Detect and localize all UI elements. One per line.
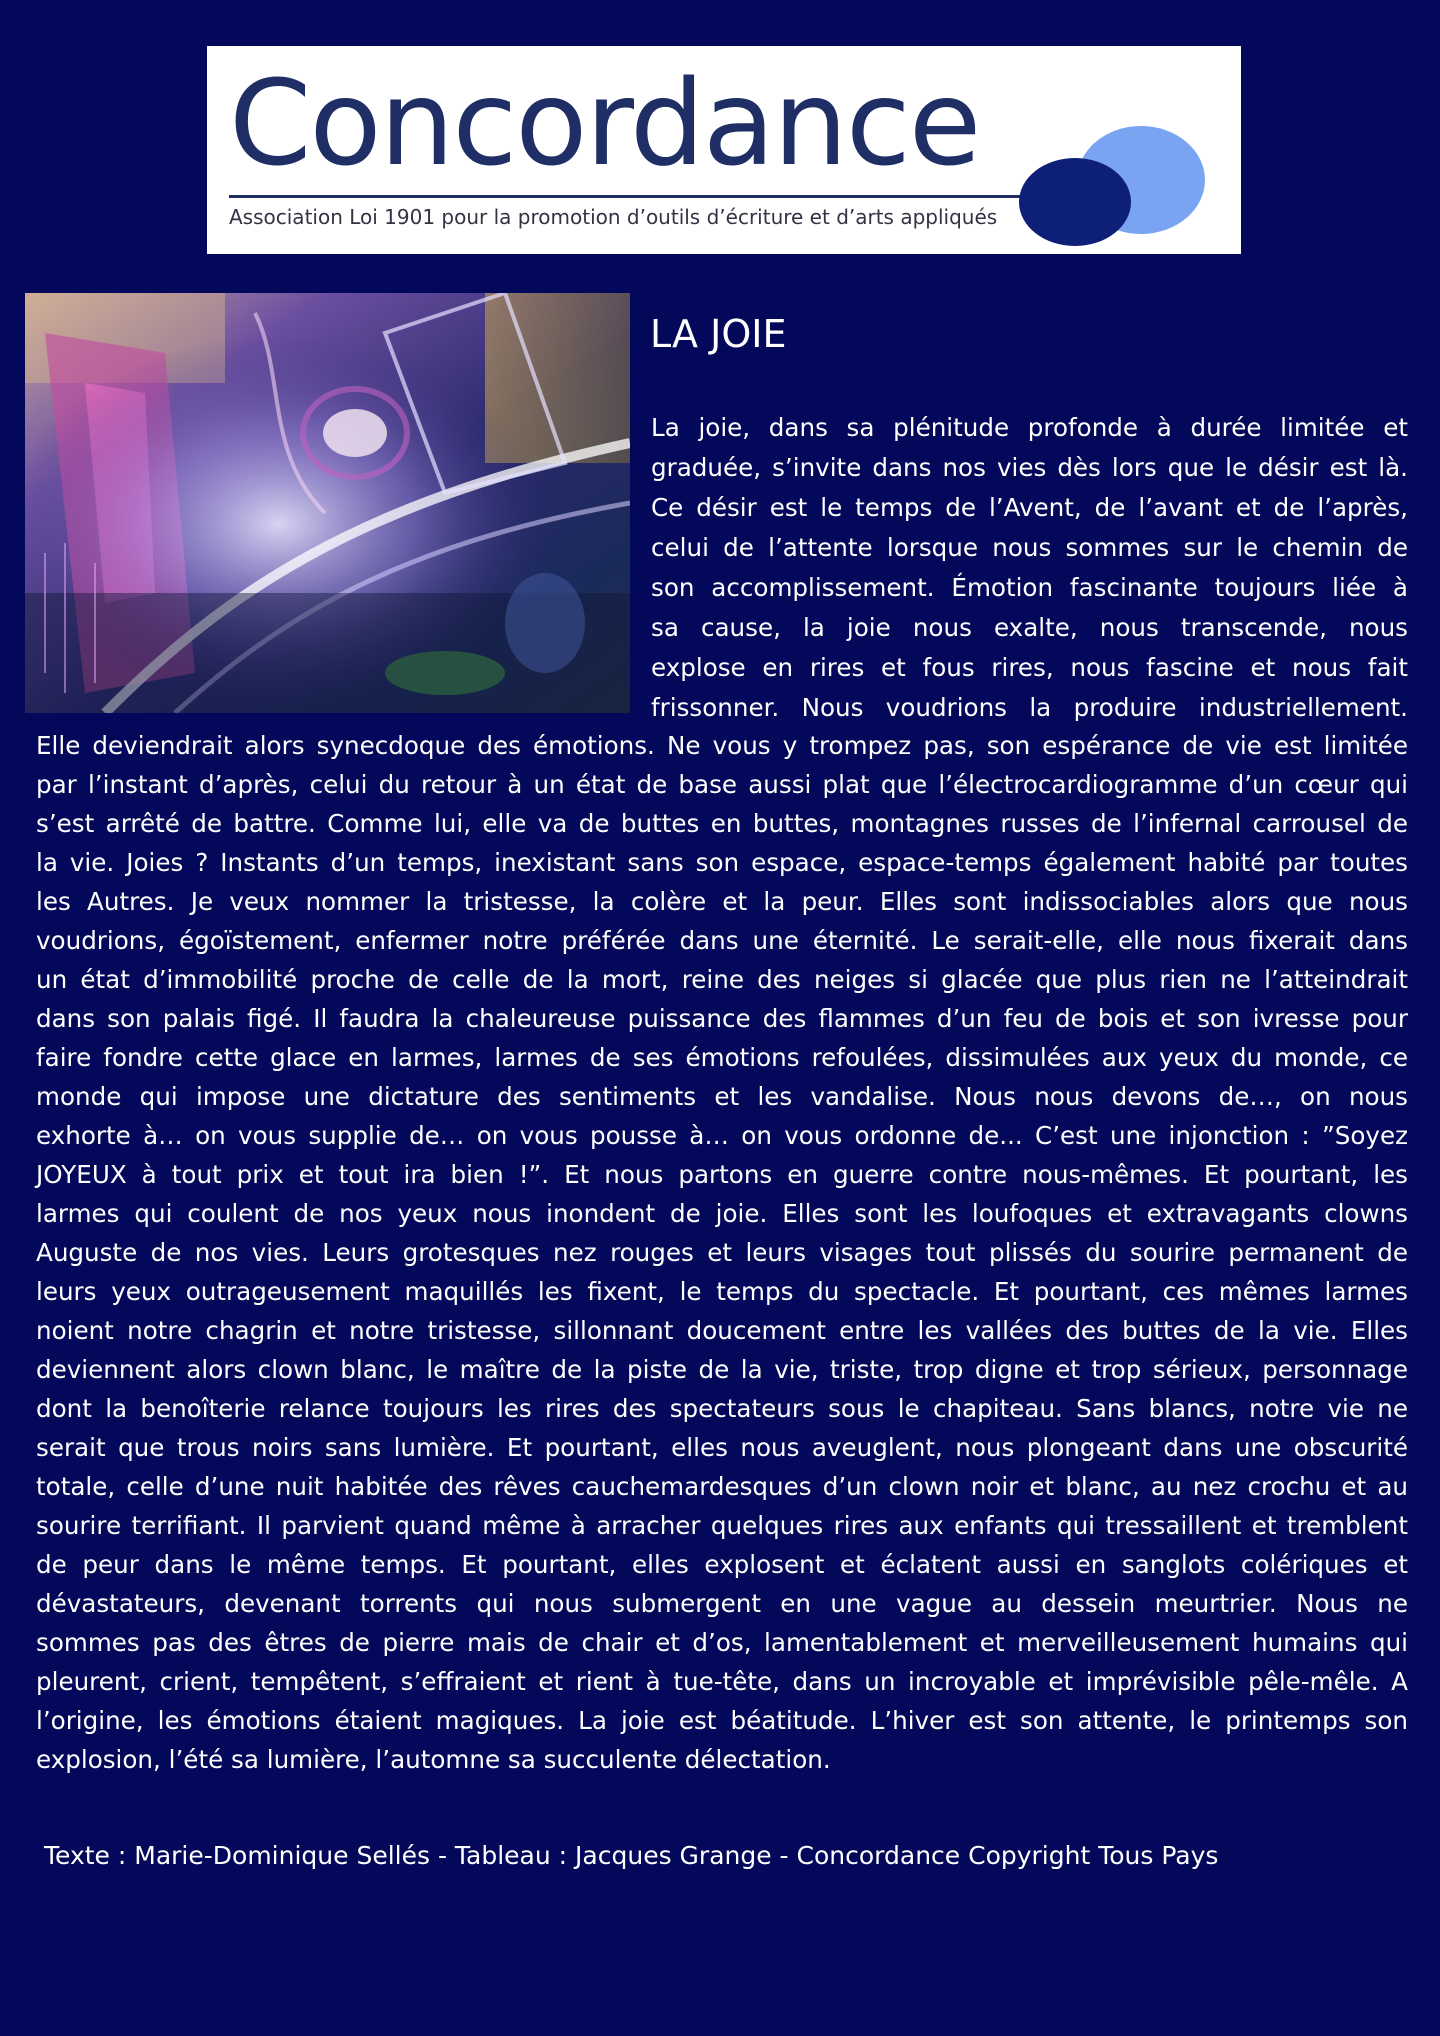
body-line: s’est arrêté de battre. Comme lui, elle va de buttes en buttes, montagnes russes de l’infernal carrousel de — [36, 809, 1408, 838]
body-line: serait que trous noirs sans lumière. Et pourtant, elles nous aveuglent, nous plongeant dans une obscurité — [36, 1433, 1408, 1462]
body-line: celui de l’attente lorsque nous sommes sur le chemin de — [651, 533, 1408, 562]
concordance-logo — [207, 46, 1241, 254]
body-line: sourire terrifiant. Il parvient quand même à arracher quelques rires aux enfants qui tressaillent et tremblent — [36, 1511, 1408, 1540]
body-line: deviennent alors clown blanc, le maître de la piste de la vie, triste, trop digne et trop sérieux, personnage — [36, 1355, 1408, 1384]
body-line: JOYEUX à tout prix et tout ira bien !”. Et nous partons en guerre contre nous-mêmes. Et pourtant, les — [36, 1160, 1408, 1189]
body-line: Elle deviendrait alors synecdoque des émotions. Ne vous y trompez pas, son espérance de vie est limitée — [36, 731, 1408, 760]
body-line: La joie, dans sa plénitude profonde à durée limitée et — [651, 413, 1408, 442]
body-line: totale, celle d’une nuit habitée des rêves cauchemardesques d’un clown noir et blanc, au nez crochu et au — [36, 1472, 1408, 1501]
body-line: sommes pas des êtres de pierre mais de chair et d’os, lamentablement et merveilleusement humains qui — [36, 1628, 1408, 1657]
body-line: exhorte à… on vous supplie de… on vous pousse à… on vous ordonne de... C’est une injonction : ”Soyez — [36, 1121, 1408, 1150]
credit-line: Texte : Marie-Dominique Sellés - Tableau : Jacques Grange - Concordance Copyright Tous Pays — [44, 1841, 1219, 1870]
body-line: graduée, s’invite dans nos vies dès lors que le désir est là. — [651, 453, 1408, 482]
body-line: dont la benoîterie relance toujours les rires des spectateurs sous le chapiteau. Sans blancs, notre vie ne — [36, 1394, 1408, 1423]
body-line: Auguste de nos vies. Leurs grotesques nez rouges et leurs visages tout plissés du sourire permanent de — [36, 1238, 1408, 1267]
body-line: Ce désir est le temps de l’Avent, de l’avant et de l’après, — [651, 493, 1408, 522]
logo-ellipse-dark — [1019, 158, 1131, 246]
body-line: leurs yeux outrageusement maquillés les fixent, le temps du spectacle. Et pourtant, ces mêmes larmes — [36, 1277, 1408, 1306]
body-line: larmes qui coulent de nos yeux nous inondent de joie. Elles sont les loufoques et extravagants clowns — [36, 1199, 1408, 1228]
article-title: LA JOIE — [650, 312, 787, 356]
body-line: voudrions, égoïstement, enfermer notre préférée dans une éternité. Le serait-elle, elle nous fixerait dans — [36, 926, 1408, 955]
body-line: faire fondre cette glace en larmes, larmes de ses émotions refoulées, dissimulées aux yeux du monde, ce — [36, 1043, 1408, 1072]
painting-image — [25, 293, 630, 713]
body-line: un état d’immobilité proche de celle de la mort, reine des neiges si glacée que plus rien ne l’atteindrait — [36, 965, 1408, 994]
body-line: monde qui impose une dictature des sentiments et les vandalise. Nous nous devons de…, on nous — [36, 1082, 1408, 1111]
body-line: sa cause, la joie nous exalte, nous transcende, nous — [651, 613, 1408, 642]
body-line: l’origine, les émotions étaient magiques. La joie est béatitude. L’hiver est son attente, le printemps son — [36, 1706, 1408, 1735]
body-line-last: explosion, l’été sa lumière, l’automne sa succulente délectation. — [36, 1745, 831, 1774]
body-line: dans son palais figé. Il faudra la chaleureuse puissance des flammes d’un feu de bois et son ivresse pour — [36, 1004, 1408, 1033]
logo-wordmark: Concordance — [229, 54, 980, 192]
body-line: par l’instant d’après, celui du retour à un état de base aussi plat que l’électrocardiogramme d’un cœur qui — [36, 770, 1408, 799]
body-line: la vie. Joies ? Instants d’un temps, inexistant sans son espace, espace-temps également habité par toutes — [36, 848, 1408, 877]
body-line: explose en rires et fous rires, nous fascine et nous fait — [651, 653, 1408, 682]
body-line: les Autres. Je veux nommer la tristesse, la colère et la peur. Elles sont indissociables alors que nous — [36, 887, 1408, 916]
logo-ellipses-icon — [1013, 118, 1213, 254]
body-line: de peur dans le même temps. Et pourtant, elles explosent et éclatent aussi en sanglots colériques et — [36, 1550, 1408, 1579]
body-line: noient notre chagrin et notre tristesse, sillonnant doucement entre les vallées des buttes de la vie. Elles — [36, 1316, 1408, 1345]
body-line: pleurent, crient, tempêtent, s’effraient et rient à tue-tête, dans un incroyable et imprévisible pêle-mêle. A — [36, 1667, 1408, 1696]
body-line: dévastateurs, devenant torrents qui nous submergent en une vague au dessein meurtrier. Nous ne — [36, 1589, 1408, 1618]
body-line: frissonner. Nous voudrions la produire industriellement. — [651, 693, 1408, 722]
logo-tagline: Association Loi 1901 pour la promotion d’outils d’écriture et d’arts appliqués — [229, 205, 998, 229]
body-line: son accomplissement. Émotion fascinante toujours liée à — [651, 573, 1408, 602]
